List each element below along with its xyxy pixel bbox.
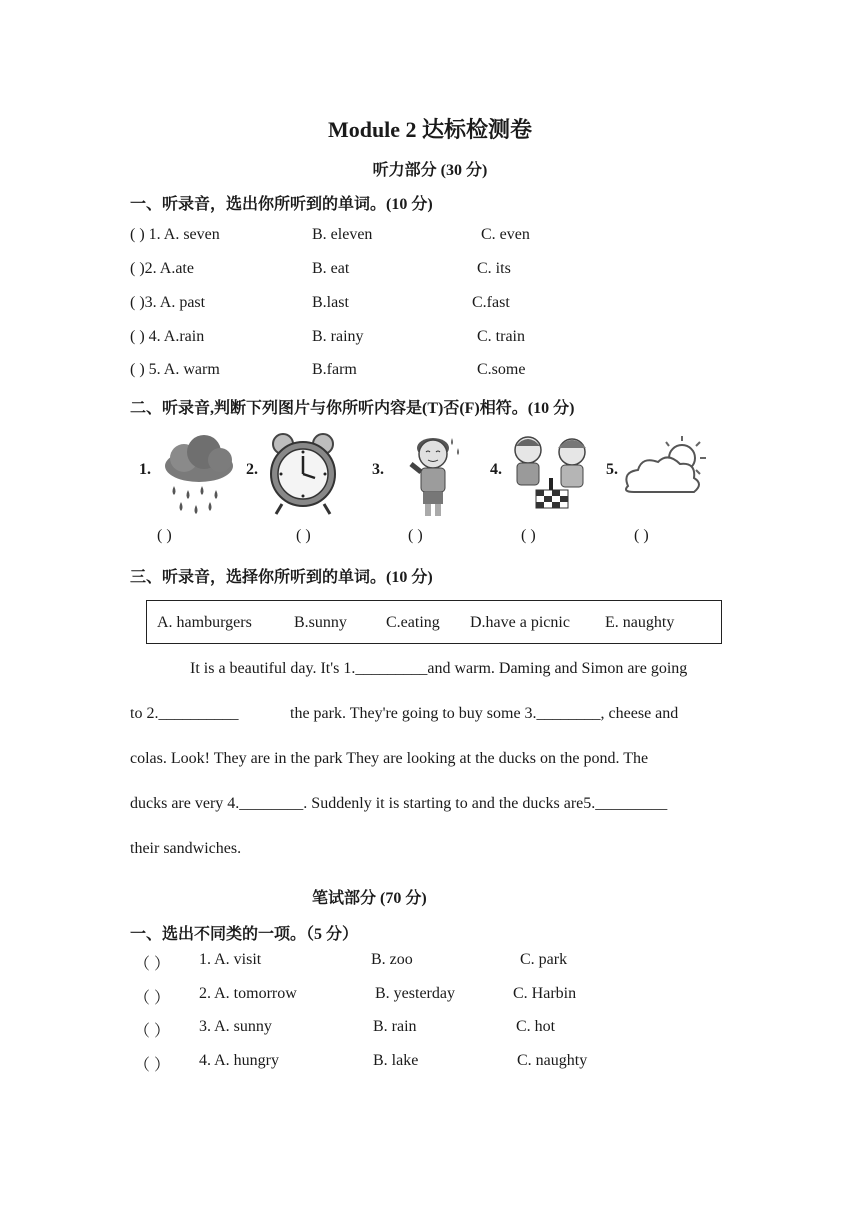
part4-heading: 一、选出不同类的一项。（5 分） (130, 926, 359, 943)
part1-q3-c: C.fast (472, 294, 510, 311)
page-title: Module 2 达标检测卷 (327, 117, 533, 142)
word-bank-option-d: D.have a picnic (470, 614, 570, 631)
part2-heading: 二、听录音,判断下列图片与你所听内容是(T)否(F)相符。(10 分) (130, 400, 575, 417)
part1-q3-b: B.last (312, 294, 349, 311)
answer-blank-1[interactable]: ( ) (157, 527, 172, 544)
passage-line-1: It is a beautiful day. It's 1._________and warm. Daming and Simon are going (190, 660, 688, 677)
part1-q1-b: B. eleven (312, 226, 373, 243)
part1-q2-a: ( )2. A.ate (130, 260, 194, 277)
picture-number-5: 5. (606, 461, 618, 478)
part4-q1-a: 1. A. visit (199, 951, 262, 968)
passage-line-3: colas. Look! They are in the park They are looking at the ducks on the pond. The (130, 750, 649, 767)
word-bank-option-c: C.eating (386, 614, 440, 631)
picture-number-1: 1. (139, 461, 151, 478)
part1-heading: 一、听录音，选出你所听到的单词。(10 分) (130, 196, 433, 213)
answer-blank-4[interactable]: ( ) (521, 527, 536, 544)
part4-q4-paren[interactable]: （ ） (134, 1057, 171, 1074)
answer-blank-3[interactable]: ( ) (408, 527, 423, 544)
part4-q3-c: C. hot (516, 1018, 556, 1035)
part1-q5-a: ( ) 5. A. warm (130, 361, 220, 378)
part1-q3-a: ( )3. A. past (130, 294, 206, 311)
part4-q4-c: C. naughty (517, 1052, 588, 1069)
part4-q3-b: B. rain (373, 1018, 417, 1035)
part4-q1-c: C. park (520, 951, 568, 968)
part4-q3-a: 3. A. sunny (199, 1018, 272, 1035)
part1-q4-b: B. rainy (312, 328, 364, 345)
written-section-header: 笔试部分 (70 分) (312, 890, 427, 907)
part1-q5-c: C.some (477, 361, 526, 378)
part1-q4-a: ( ) 4. A.rain (130, 328, 205, 345)
part4-q4-b: B. lake (373, 1052, 419, 1069)
sweating-boy-icon (388, 428, 478, 518)
alarm-clock-icon (258, 428, 348, 518)
word-bank-box (146, 600, 722, 644)
picture-number-2: 2. (246, 461, 258, 478)
answer-blank-5[interactable]: ( ) (634, 527, 649, 544)
part4-q1-b: B. zoo (371, 951, 413, 968)
sun-cloud-icon (620, 428, 710, 518)
listening-section-header: 听力部分 (30 分) (372, 162, 488, 179)
passage-line-2a: to 2.__________ (130, 705, 239, 722)
word-bank-option-a: A. hamburgers (157, 614, 252, 631)
part4-q2-paren[interactable]: （ ） (134, 990, 171, 1007)
part1-q2-c: C. its (477, 260, 511, 277)
part4-q2-b: B. yesterday (375, 985, 455, 1002)
picture-number-4: 4. (490, 461, 502, 478)
part3-heading: 三、听录音，选择你所听到的单词。(10 分) (130, 569, 433, 586)
part1-q1-a: ( ) 1. A. seven (130, 226, 220, 243)
part1-q2-b: B. eat (312, 260, 350, 277)
passage-line-2b: the park. They're going to buy some 3.________, cheese and (290, 705, 679, 722)
part1-q4-c: C. train (477, 328, 525, 345)
part4-q4-a: 4. A. hungry (199, 1052, 279, 1069)
picture-number-3: 3. (372, 461, 384, 478)
word-bank-option-b: B.sunny (294, 614, 347, 631)
part1-q5-b: B.farm (312, 361, 357, 378)
passage-line-5: their sandwiches. (130, 840, 242, 857)
part4-q1-paren[interactable]: （ ） (134, 956, 171, 973)
part1-q1-c: C. even (481, 226, 530, 243)
passage-line-4: ducks are very 4.________. Suddenly it is starting to and the ducks are5._________ (130, 795, 668, 812)
part4-q2-a: 2. A. tomorrow (199, 985, 297, 1002)
answer-blank-2[interactable]: ( ) (296, 527, 311, 544)
part4-q2-c: C. Harbin (513, 985, 577, 1002)
rain-cloud-icon (154, 428, 244, 518)
part4-q3-paren[interactable]: （ ） (134, 1023, 171, 1040)
word-bank-option-e: E. naughty (605, 614, 675, 631)
children-chess-icon (506, 428, 596, 518)
